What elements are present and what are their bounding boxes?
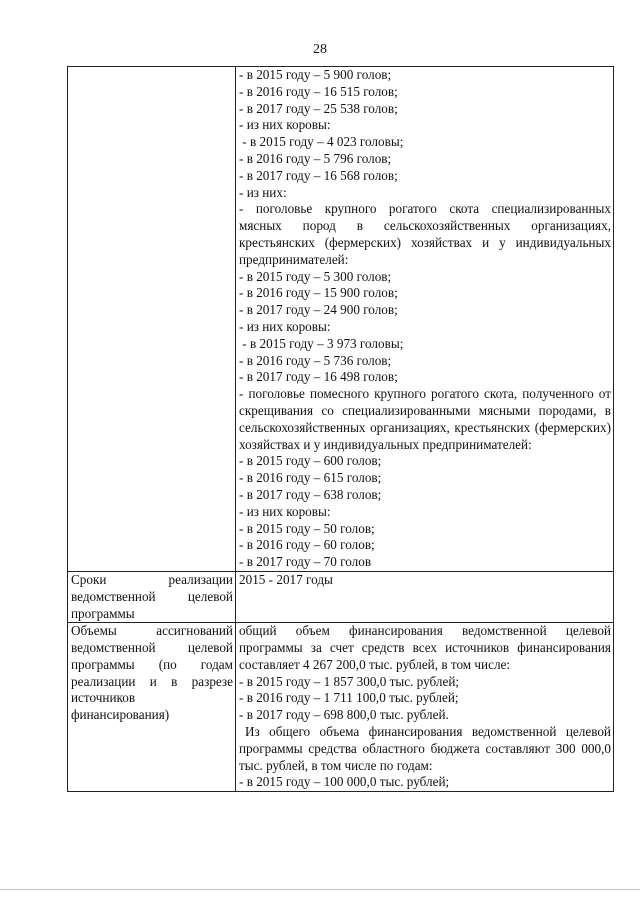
list-item: - в 2016 году – 60 голов; <box>239 537 375 553</box>
list-item: - в 2017 году – 698 800,0 тыс. рублей. <box>239 707 449 723</box>
table-row <box>68 67 614 572</box>
paragraph: Из общего объема финансирования ведомственной целевой программы средства областного бюджета составляют 300 000,0 тыс. рублей, в том числе по годам: <box>239 724 611 773</box>
page-number: 28 <box>313 42 327 57</box>
table-row <box>68 623 614 792</box>
list-item: - в 2017 году – 70 голов <box>239 554 372 570</box>
row3-label-cell: Объемы ассигнований ведомственной целевой программы (по годам реализации и в разрезе источников финансирования) <box>68 623 236 792</box>
list-item: - в 2017 году – 16 568 голов; <box>239 167 398 183</box>
paragraph: общий объем финансирования ведомственной целевой программы за счет средств всех источников финансирования составляет 4 267 200,0 тыс. рублей, в том числе: <box>239 623 611 672</box>
list-item: - в 2016 году – 615 голов; <box>239 470 382 486</box>
list-item: - в 2017 году – 24 900 голов; <box>239 302 398 318</box>
program-passport-table <box>67 66 614 792</box>
list-item: - в 2015 году – 600 голов; <box>239 453 382 469</box>
list-item: - из них: <box>239 184 287 200</box>
list-item: - в 2015 году – 50 голов; <box>239 520 375 536</box>
list-item: - в 2017 году – 638 голов; <box>239 486 382 502</box>
list-item: - из них коровы: <box>239 503 331 519</box>
list-item: - в 2015 году – 100 000,0 тыс. рублей; <box>239 774 450 790</box>
list-item: - в 2017 году – 16 498 голов; <box>239 369 398 385</box>
row2-label-cell: Сроки реализации ведомственной целевой программы <box>68 571 236 622</box>
row1-value-cell <box>236 67 614 572</box>
paragraph: - поголовье помесного крупного рогатого скота, полученного от скрещивания со специализированными мясными породами, в сельскохозяйственных организациях, крестьянских (фермерских) хозяйствах и у индивидуальных предпринимателей: <box>239 386 611 452</box>
list-item: - в 2015 году – 4 023 головы; <box>239 134 404 150</box>
list-item: - в 2016 году – 15 900 голов; <box>239 285 398 301</box>
row3-value-cell <box>236 623 614 792</box>
row1-label-cell <box>68 67 236 572</box>
list-item: - в 2016 году – 16 515 голов; <box>239 83 398 99</box>
list-item: - в 2015 году – 3 973 головы; <box>239 335 404 351</box>
list-item: - в 2016 году – 5 736 голов; <box>239 352 392 368</box>
paragraph: - поголовье крупного рогатого скота специализированных мясных пород в сельскохозяйственных организациях, крестьянских (фермерских) хозяйствах и у индивидуальных предпринимателей: <box>239 201 611 267</box>
table-row <box>68 571 614 622</box>
list-item: - в 2015 году – 5 900 голов; <box>239 67 392 82</box>
list-item: - в 2016 году – 1 711 100,0 тыс. рублей; <box>239 690 459 706</box>
list-item: - из них коровы: <box>239 117 331 133</box>
list-item: - из них коровы: <box>239 318 331 334</box>
list-item: - в 2016 году – 5 796 голов; <box>239 150 392 166</box>
list-item: - в 2017 году – 25 538 голов; <box>239 100 398 116</box>
page-bottom-rule <box>0 889 640 890</box>
list-item: - в 2015 году – 1 857 300,0 тыс. рублей; <box>239 673 460 689</box>
list-item: - в 2015 году – 5 300 голов; <box>239 268 392 284</box>
row2-value-cell: 2015 - 2017 годы <box>236 571 614 622</box>
